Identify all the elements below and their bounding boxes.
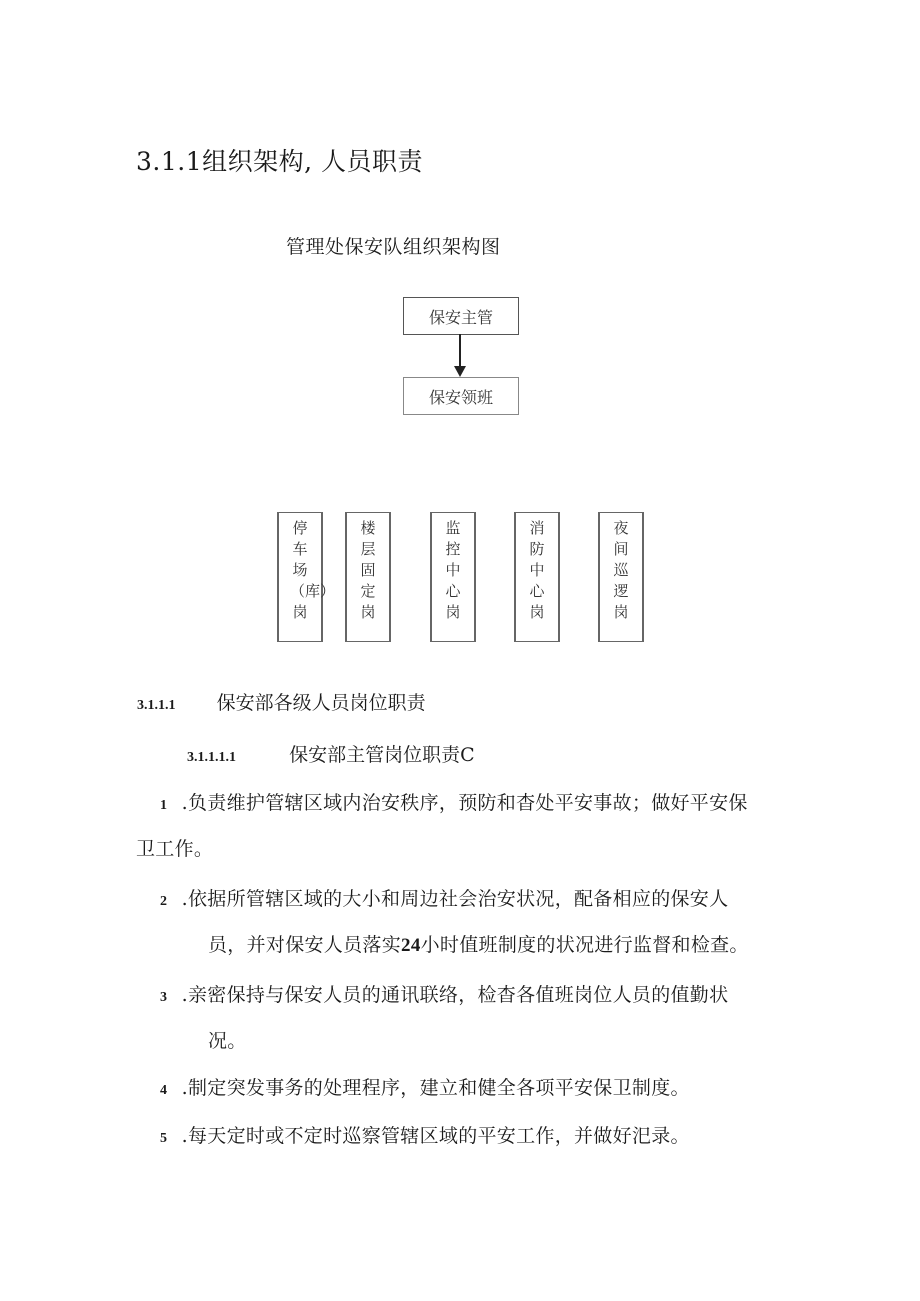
subsection-heading (137, 688, 426, 715)
sub-subsection-number: 3.1.1.1.1 (187, 750, 236, 765)
duty-item-text: .依据所管辖区域的大小和周边社会治安状况，配备相应的保安人 (181, 888, 729, 910)
subsection-title: 保安部各级人员岗位职责 (216, 692, 426, 714)
sub-subsection-heading (187, 740, 475, 767)
duty-item-number: 1 (160, 798, 168, 813)
duty-item-text: 员，并对保安人员落实 (208, 934, 402, 956)
org-box-team-leader-label: 保安领班 (428, 387, 493, 407)
sub-subsection-title: 保安部主管岗位职责C (289, 744, 475, 766)
duty-item-4 (160, 1073, 690, 1100)
duty-item-text: .制定突发事务的处理程序，建立和健全各项平安保卫制度。 (181, 1077, 690, 1099)
org-post-parking-label: 停车场（库）岗 (290, 519, 336, 621)
duty-item-number: 4 (160, 1083, 168, 1098)
subsection-number: 3.1.1.1 (137, 698, 176, 713)
org-post-floor-label: 楼层固定岗 (360, 519, 376, 621)
duty-item-number: 2 (160, 894, 168, 909)
hours-number: 24 (401, 935, 421, 956)
duty-item-number: 3 (160, 990, 168, 1005)
org-post-parking (277, 512, 336, 642)
duty-item-text: 小时值班制度的状况进行监督和检查。 (420, 934, 749, 956)
duty-item-text: .负责维护管辖区域内治安秩序，预防和杳处平安事故；做好平安保 (181, 792, 748, 814)
org-box-supervisor-label: 保安主管 (428, 307, 493, 327)
duty-item-1-continued: 卫工作。 (136, 838, 214, 860)
duty-item-number: 5 (160, 1131, 168, 1146)
duty-item-3 (160, 980, 728, 1007)
org-box-supervisor (403, 297, 519, 335)
org-post-fire (514, 512, 560, 642)
duty-item-5 (160, 1121, 690, 1148)
duty-item-text: .亲密保持与保安人员的通讯联络，检杳各值班岗位人员的值勤状 (181, 984, 729, 1006)
org-post-floor (345, 512, 391, 642)
section-heading: 3.1.1组织架构, 人员职责 (136, 147, 424, 176)
duty-item-text: .每天定时或不定时巡察管辖区域的平安工作，并做好汜录。 (181, 1125, 690, 1147)
org-arrow (450, 334, 470, 378)
duty-item-2 (160, 884, 728, 911)
org-post-monitoring (430, 512, 476, 642)
org-box-team-leader (403, 377, 519, 415)
org-post-night-patrol-label: 夜间巡逻岗 (613, 519, 629, 621)
org-post-fire-label: 消防中心岗 (529, 519, 545, 621)
org-chart-title: 管理处保安队组织架构图 (286, 236, 501, 258)
duty-item-3-continued: 况。 (208, 1030, 247, 1052)
duty-item-1 (160, 788, 748, 815)
duty-item-2-continued (208, 930, 749, 957)
org-post-monitoring-label: 监控中心岗 (445, 519, 461, 621)
org-post-night-patrol (598, 512, 644, 642)
